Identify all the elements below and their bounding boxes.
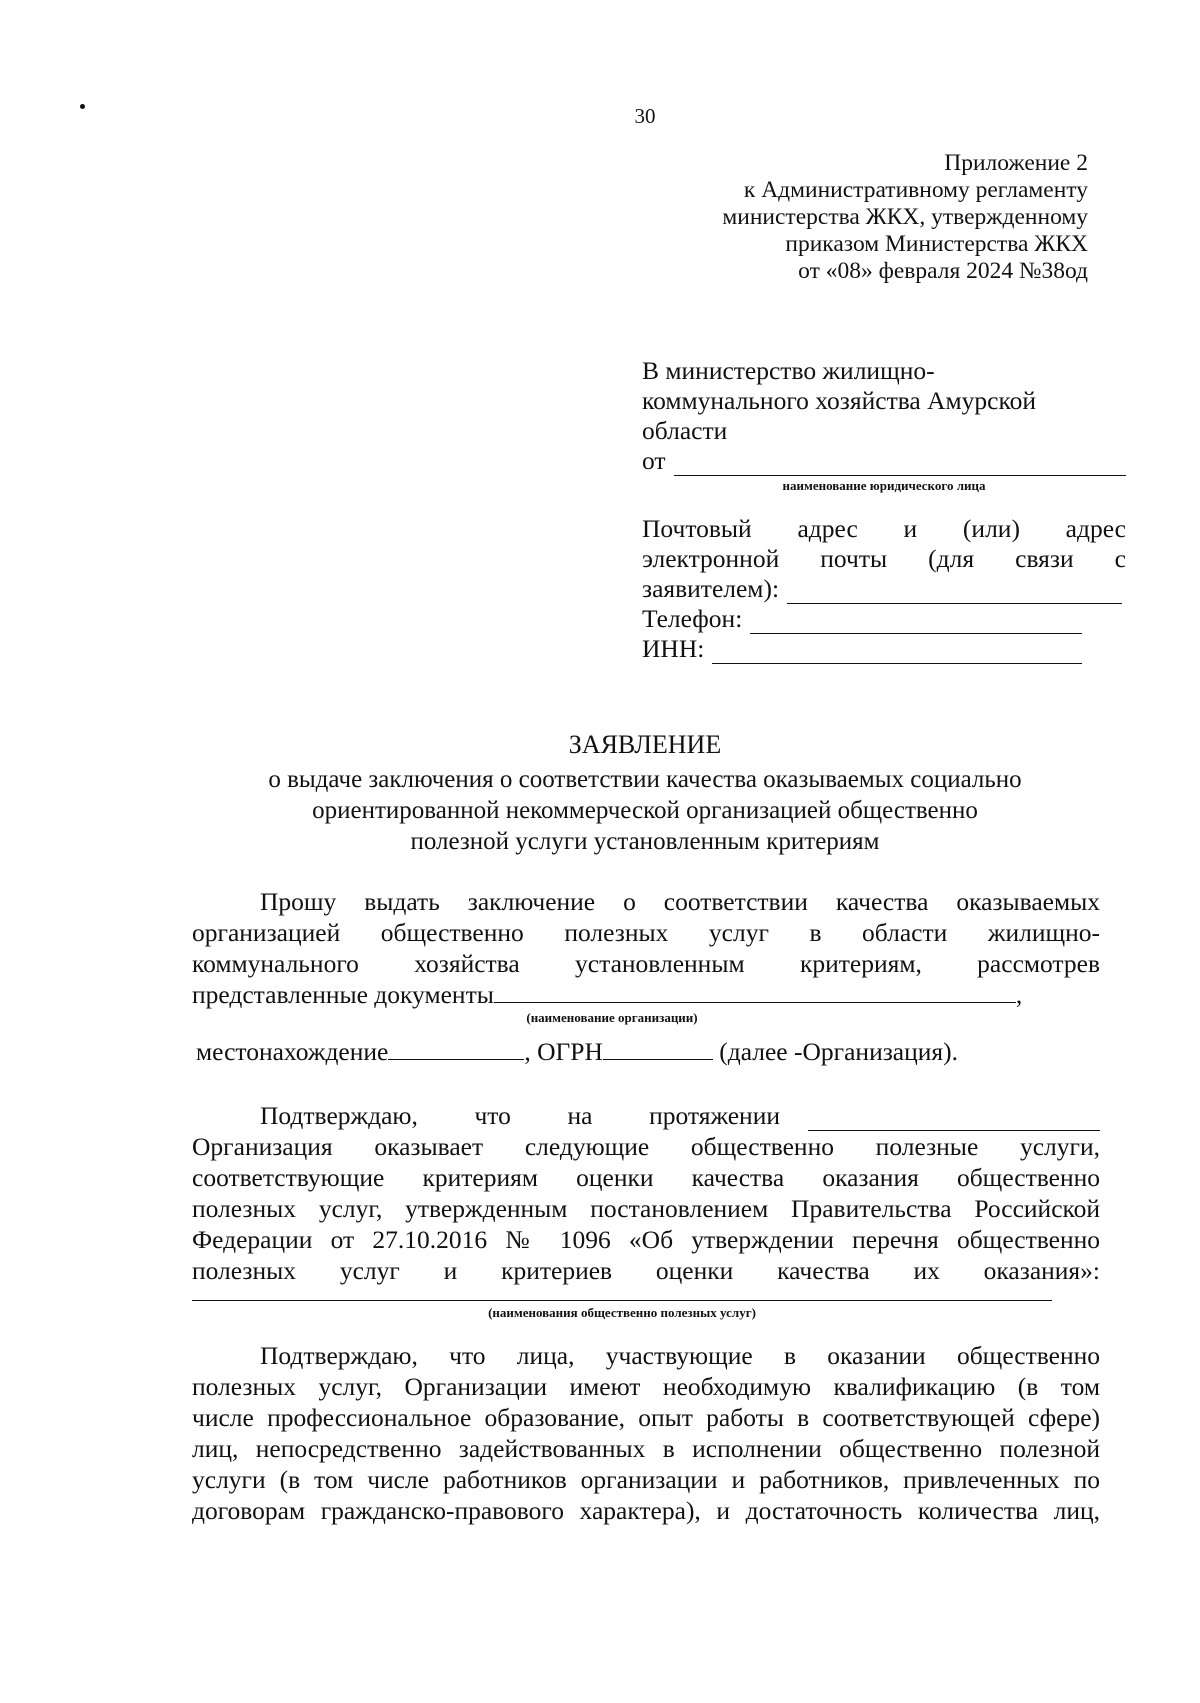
phone-label: Телефон: (642, 604, 743, 633)
statement-title: ЗАЯВЛЕНИЕ (568, 730, 722, 759)
paragraph-request (192, 886, 1100, 1026)
paragraph-line: Подтверждаю, что лица, участвующие в оказании общественно (260, 1341, 1100, 1370)
organization-name-field[interactable] (494, 980, 1016, 1003)
appendix-line: от «08» февраля 2024 №38од (798, 258, 1088, 284)
organization-label: (далее -Организация). (719, 1037, 959, 1066)
page-number: 30 (634, 104, 656, 128)
appendix-line: к Административному регламенту (743, 177, 1088, 203)
paragraph-line: Федерации от 27.10.2016 № 1096 «Об утверждении перечня общественно (192, 1225, 1100, 1254)
from-caption: наименование юридического лица (782, 478, 986, 493)
paragraph-qualification (192, 1340, 1100, 1526)
location-label: местонахождение (196, 1037, 389, 1066)
paragraph-line: лиц, непосредственно задействованных в исполнении общественно полезной (192, 1434, 1100, 1463)
confirm-text: Подтверждаю, что на протяжении (260, 1101, 780, 1130)
from-label: от (642, 446, 666, 475)
paragraph-line (192, 1100, 1100, 1131)
paragraph-line: числе профессиональное образование, опыт работы в соответствующей сфере) (192, 1403, 1100, 1432)
phone-row (642, 604, 1126, 634)
subtitle-line: полезной услуги установленным критериям (410, 828, 880, 855)
paragraph-line: Организация оказывает следующие общественно полезные услуги, (192, 1132, 1100, 1161)
paragraph-line-last (192, 979, 1100, 1010)
addressee-line: коммунального хозяйства Амурской (642, 386, 1036, 415)
paragraph-line: полезных услуг, утвержденным постановлением Правительства Российской (192, 1194, 1100, 1223)
postal-field[interactable] (787, 581, 1122, 604)
addressee-line: В министерство жилищно- (642, 356, 935, 385)
paragraph-line: соответствующие критериям оценки качества оказания общественно (192, 1163, 1100, 1192)
services-caption: (наименования общественно полезных услуг) (488, 1305, 756, 1320)
paragraph-line: организацией общественно полезных услуг в области жилищно- (192, 918, 1100, 947)
inn-label: ИНН: (642, 634, 705, 663)
ogrn-label: , ОГРН (524, 1037, 603, 1066)
services-field[interactable] (192, 1286, 1052, 1301)
postal-label: заявителем): (642, 574, 780, 603)
paragraph-line: Прошу выдать заключение о соответствии качества оказываемых (260, 887, 1100, 916)
organization-caption: (наименование организации) (526, 1010, 698, 1025)
paragraph-services (192, 1100, 1100, 1321)
inn-field[interactable] (712, 641, 1082, 664)
docs-label: представленные документы (192, 980, 494, 1009)
paragraph-line: услуги (в том числе работников организации и работников, привлеченных по (192, 1465, 1100, 1494)
paragraph-line: коммунального хозяйства установленным критериям, рассмотрев (192, 949, 1100, 978)
appendix-line: приказом Министерства ЖКХ (785, 231, 1088, 257)
postal-line: электронной почты (для связи с (642, 544, 1126, 573)
addressee-block (642, 356, 1126, 664)
period-field[interactable] (808, 1108, 1100, 1131)
statement-subtitle (200, 764, 1090, 857)
postal-row (642, 574, 1126, 604)
appendix-header (722, 150, 1088, 285)
appendix-line: Приложение 2 (944, 150, 1088, 176)
subtitle-line: ориентированной некоммерческой организацией общественно (312, 797, 978, 824)
location-row (196, 1036, 1104, 1067)
appendix-line: министерства ЖКХ, утвержденному (722, 204, 1088, 230)
phone-field[interactable] (750, 611, 1082, 634)
ogrn-field[interactable] (603, 1037, 713, 1060)
postal-line: Почтовый адрес и (или) адрес (642, 514, 1126, 543)
subtitle-line: о выдаче заключения о соответствии качества оказываемых социально (268, 766, 1022, 793)
paragraph-line: договорам гражданско-правового характера), и достаточность количества лиц, (192, 1496, 1100, 1525)
inn-row (642, 634, 1126, 664)
paragraph-line: полезных услуг и критериев оценки качества их оказания»: (192, 1256, 1100, 1285)
from-row (642, 446, 1126, 476)
from-field[interactable] (674, 453, 1126, 476)
location-field[interactable] (388, 1037, 524, 1060)
addressee-line: области (642, 416, 728, 445)
comma: , (1015, 980, 1023, 1009)
paragraph-line: полезных услуг, Организации имеют необходимую квалификацию (в том (192, 1372, 1100, 1401)
